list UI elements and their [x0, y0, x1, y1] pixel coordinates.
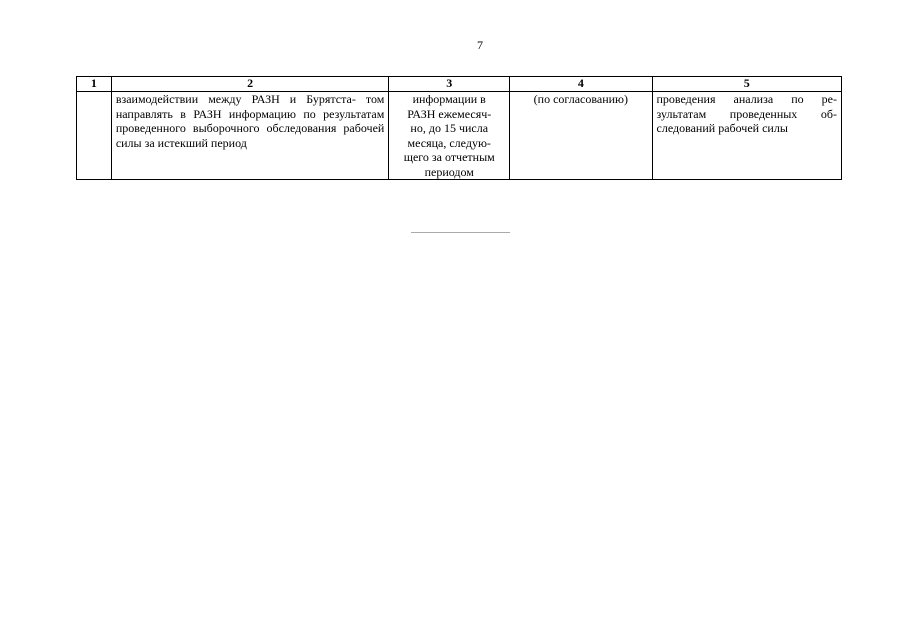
cell-description-line: результатам проведенного выборочного: [115, 106, 385, 135]
header-cell-3: 3: [389, 77, 510, 92]
cell-responsible-line: (по согласованию): [533, 92, 628, 106]
header-cell-2: 2: [111, 77, 389, 92]
cell-responsible: [510, 92, 652, 180]
header-cell-5: 5: [652, 77, 842, 92]
cell-result: [652, 92, 842, 180]
cell-description-line: обследования рабочей силы за истекший: [115, 121, 385, 150]
cell-result-line: проведения анализа по ре-: [656, 92, 837, 106]
cell-description-line: том направлять в РАЗН информацию по: [115, 92, 385, 121]
page-number: 7: [477, 38, 483, 52]
header-cell-1: 1: [77, 77, 112, 92]
cell-deadline-line: РАЗН ежемесяч-: [407, 106, 492, 121]
cell-result-line: зультатам проведенных об-: [656, 106, 837, 121]
cell-deadline-line: периодом: [424, 164, 474, 179]
cell-deadline-line: информации в: [412, 92, 486, 106]
cell-deadline-line: месяца, следую-: [407, 135, 491, 150]
cell-deadline-line: щего за отчетным: [403, 150, 495, 164]
header-cell-4: 4: [510, 77, 652, 92]
separator-line: [411, 232, 510, 233]
cell-description-line: период: [210, 135, 247, 150]
table-header-row: [77, 77, 842, 92]
cell-description-line: взаимодействии между РАЗН и Бурятста-: [115, 92, 356, 106]
cell-number: [77, 92, 112, 180]
document-table: [76, 76, 842, 180]
cell-description: [111, 92, 389, 180]
cell-deadline-line: но, до 15 числа: [410, 121, 489, 135]
cell-result-line: следований рабочей силы: [656, 121, 788, 135]
table-row: [77, 92, 842, 180]
cell-deadline: [389, 92, 510, 180]
